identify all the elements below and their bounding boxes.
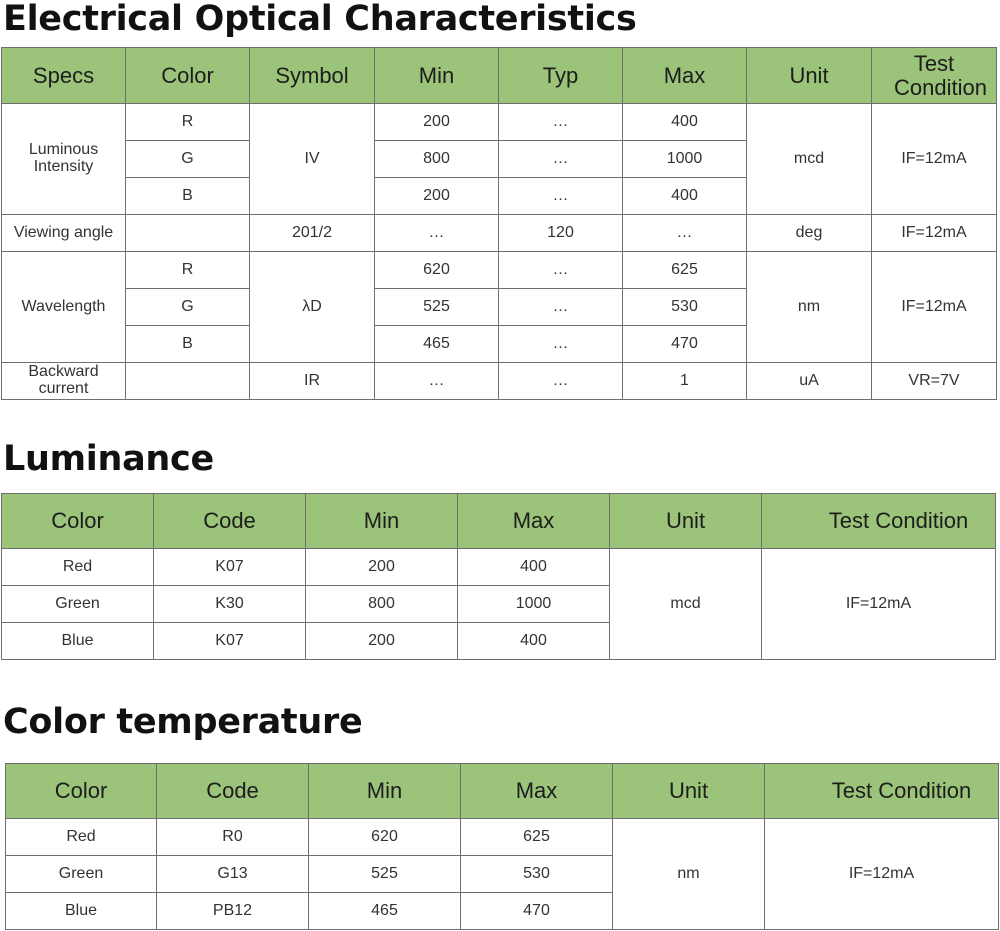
col-header-unit: Unit [613, 764, 765, 819]
cell-code: K07 [154, 549, 306, 586]
cell-symbol: λD [250, 252, 375, 363]
cell-typ: … [499, 252, 623, 289]
cell-typ: … [499, 178, 623, 215]
cell-color [126, 215, 250, 252]
cell-min: 620 [375, 252, 499, 289]
cell-color: Red [6, 819, 157, 856]
color-temperature-table [5, 763, 999, 930]
cell-test-condition: IF=12mA [872, 215, 997, 252]
cell-unit: deg [747, 215, 872, 252]
cell-test-condition: IF=12mA [872, 104, 997, 215]
cell-min: 200 [306, 623, 458, 660]
cell-test-condition: IF=12mA [872, 252, 997, 363]
cell-max: 1 [623, 363, 747, 400]
cell-color: Green [2, 586, 154, 623]
cell-code: R0 [157, 819, 309, 856]
table-row [2, 215, 997, 252]
cell-min: … [375, 215, 499, 252]
cell-test-condition: IF=12mA [762, 549, 996, 660]
table-header-row [2, 48, 997, 104]
table-row [2, 549, 996, 586]
cell-min: 200 [375, 178, 499, 215]
col-header-symbol: Symbol [250, 48, 375, 104]
cell-symbol: IV [250, 104, 375, 215]
section-title-electrical-optical: Electrical Optical Characteristics [3, 0, 637, 39]
table-row [2, 252, 997, 289]
cell-color [126, 363, 250, 400]
cell-min: 800 [375, 141, 499, 178]
col-header-code: Code [157, 764, 309, 819]
cell-min: 465 [309, 893, 461, 930]
cell-max: 1000 [458, 586, 610, 623]
col-header-specs: Specs [2, 48, 126, 104]
cell-min: 525 [375, 289, 499, 326]
col-header-typ: Typ [499, 48, 623, 104]
cell-min: 800 [306, 586, 458, 623]
cell-color: Red [2, 549, 154, 586]
cell-code: PB12 [157, 893, 309, 930]
cell-max: 530 [461, 856, 613, 893]
col-header-unit: Unit [610, 494, 762, 549]
cell-unit: uA [747, 363, 872, 400]
cell-typ: … [499, 104, 623, 141]
cell-color: B [126, 326, 250, 363]
cell-color: G [126, 141, 250, 178]
col-header-test-condition: Test Condition [872, 48, 997, 104]
cell-color: Blue [2, 623, 154, 660]
col-header-max: Max [623, 48, 747, 104]
spec-wavelength: Wavelength [2, 252, 126, 363]
cell-min: 465 [375, 326, 499, 363]
cell-color: B [126, 178, 250, 215]
cell-code: K07 [154, 623, 306, 660]
cell-max: 530 [623, 289, 747, 326]
luminance-table [1, 493, 996, 660]
cell-typ: … [499, 289, 623, 326]
col-header-test-condition: Test Condition [762, 494, 996, 549]
cell-min: 200 [306, 549, 458, 586]
table-row [2, 363, 997, 400]
cell-typ: … [499, 326, 623, 363]
cell-unit: mcd [747, 104, 872, 215]
col-header-min: Min [375, 48, 499, 104]
col-header-min: Min [306, 494, 458, 549]
cell-max: 625 [623, 252, 747, 289]
cell-test-condition: VR=7V [872, 363, 997, 400]
spec-viewing-angle: Viewing angle [2, 215, 126, 252]
cell-unit: nm [747, 252, 872, 363]
electrical-optical-table [1, 47, 997, 400]
cell-code: K30 [154, 586, 306, 623]
cell-symbol: IR [250, 363, 375, 400]
cell-code: G13 [157, 856, 309, 893]
cell-symbol: 201/2 [250, 215, 375, 252]
col-header-max: Max [461, 764, 613, 819]
col-header-min: Min [309, 764, 461, 819]
section-title-color-temperature: Color temperature [3, 702, 363, 742]
cell-max: … [623, 215, 747, 252]
cell-typ: 120 [499, 215, 623, 252]
cell-max: 470 [461, 893, 613, 930]
cell-max: 400 [623, 104, 747, 141]
table-row [2, 104, 997, 141]
col-header-color: Color [2, 494, 154, 549]
section-title-luminance: Luminance [3, 439, 214, 479]
table-header-row [6, 764, 999, 819]
cell-min: 200 [375, 104, 499, 141]
cell-color: Green [6, 856, 157, 893]
col-header-color: Color [6, 764, 157, 819]
cell-unit: nm [613, 819, 765, 930]
cell-max: 400 [458, 549, 610, 586]
cell-color: R [126, 252, 250, 289]
spec-luminous-intensity: Luminous Intensity [2, 104, 126, 215]
cell-color: Blue [6, 893, 157, 930]
cell-min: 620 [309, 819, 461, 856]
col-header-code: Code [154, 494, 306, 549]
cell-color: R [126, 104, 250, 141]
cell-typ: … [499, 141, 623, 178]
cell-min: 525 [309, 856, 461, 893]
cell-min: … [375, 363, 499, 400]
col-header-unit: Unit [747, 48, 872, 104]
cell-max: 400 [623, 178, 747, 215]
col-header-color: Color [126, 48, 250, 104]
cell-color: G [126, 289, 250, 326]
cell-unit: mcd [610, 549, 762, 660]
table-row [6, 819, 999, 856]
col-header-max: Max [458, 494, 610, 549]
col-header-test-condition: Test Condition [765, 764, 999, 819]
cell-typ: … [499, 363, 623, 400]
cell-max: 1000 [623, 141, 747, 178]
cell-max: 625 [461, 819, 613, 856]
spec-backward-current: Backward current [2, 363, 126, 400]
cell-max: 470 [623, 326, 747, 363]
table-header-row [2, 494, 996, 549]
cell-test-condition: IF=12mA [765, 819, 999, 930]
cell-max: 400 [458, 623, 610, 660]
